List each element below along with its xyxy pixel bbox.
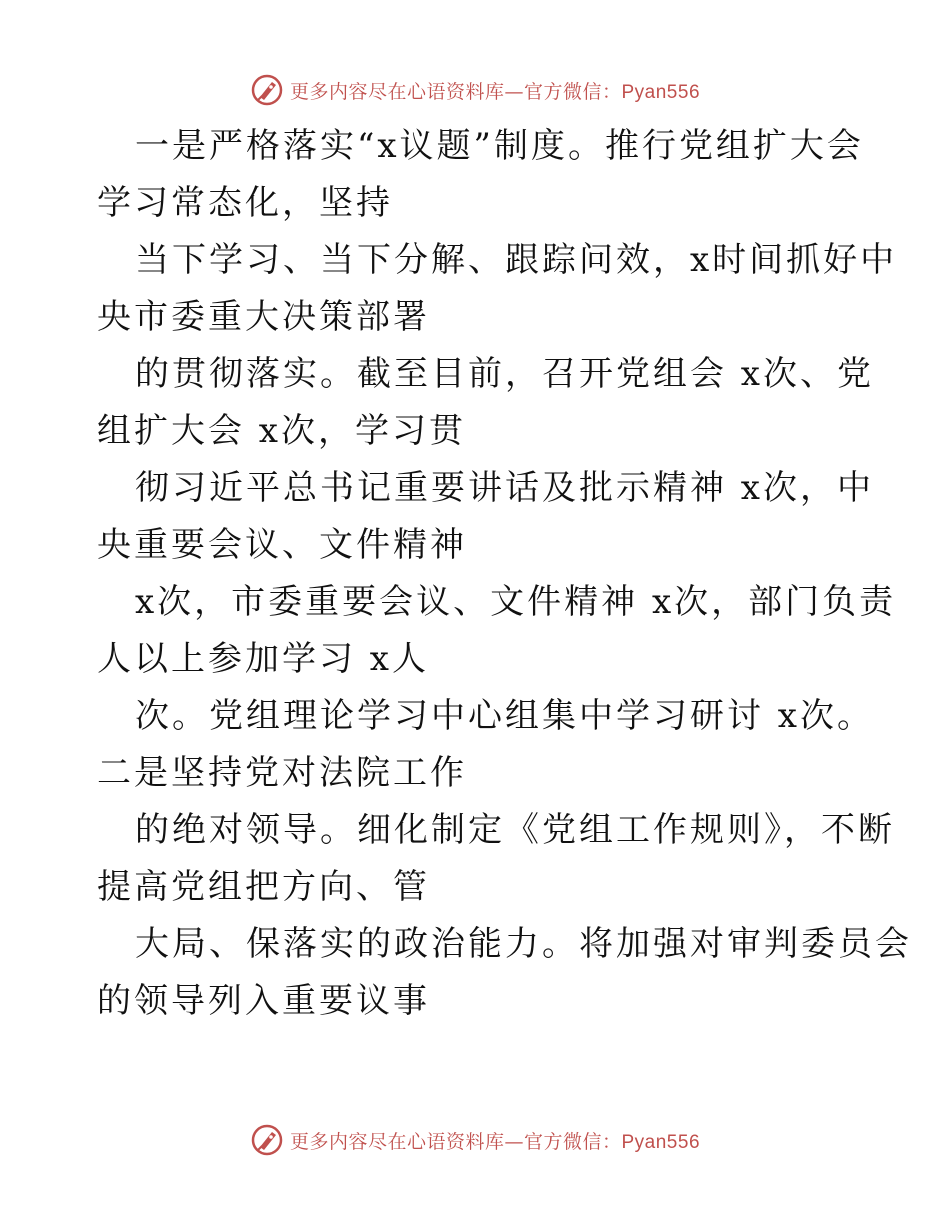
body-line: x次，市委重要会议、文件精神 x次，部门负责 [135, 582, 897, 622]
body-line: 当下学习、当下分解、跟踪问效，x时间抓好中 [135, 240, 898, 280]
pen-nib-logo-icon [250, 73, 284, 107]
watermark-handle: Pyan556 [621, 81, 701, 103]
header-watermark [0, 70, 950, 110]
pen-nib-logo-icon [250, 1123, 284, 1157]
watermark-text [290, 77, 700, 104]
body-line: 二是坚持党对法院工作 [97, 753, 467, 793]
body-line: 央重要会议、文件精神 [97, 525, 467, 565]
body-line: 的领导列入重要议事 [97, 981, 430, 1021]
footer-watermark [0, 1120, 950, 1160]
document-body [97, 118, 912, 1030]
watermark-handle: Pyan556 [621, 1131, 701, 1153]
body-line: 次。党组理论学习中心组集中学习研讨 x次。 [135, 696, 874, 736]
watermark-text [290, 1127, 700, 1154]
body-line: 彻习近平总书记重要讲话及批示精神 x次，中 [135, 468, 874, 508]
body-line: 提高党组把方向、管 [97, 867, 430, 907]
body-line: 央市委重大决策部署 [97, 297, 430, 337]
body-line: 人以上参加学习 x人 [97, 639, 429, 679]
body-line: 的贯彻落实。截至目前，召开党组会 x次、党 [135, 354, 874, 394]
watermark-main-text: 更多内容尽在心语资料库—官方微信： [289, 80, 622, 103]
body-line: 组扩大会 x次，学习贯 [97, 411, 466, 451]
body-line: 学习常态化，坚持 [97, 183, 393, 223]
body-line: 一是严格落实“x议题”制度。推行党组扩大会 [135, 126, 864, 166]
body-line: 大局、保落实的政治能力。将加强对审判委员会 [135, 924, 912, 964]
watermark-main-text: 更多内容尽在心语资料库—官方微信： [289, 1130, 622, 1153]
body-line: 的绝对领导。细化制定《党组工作规则》，不断 [135, 810, 895, 850]
